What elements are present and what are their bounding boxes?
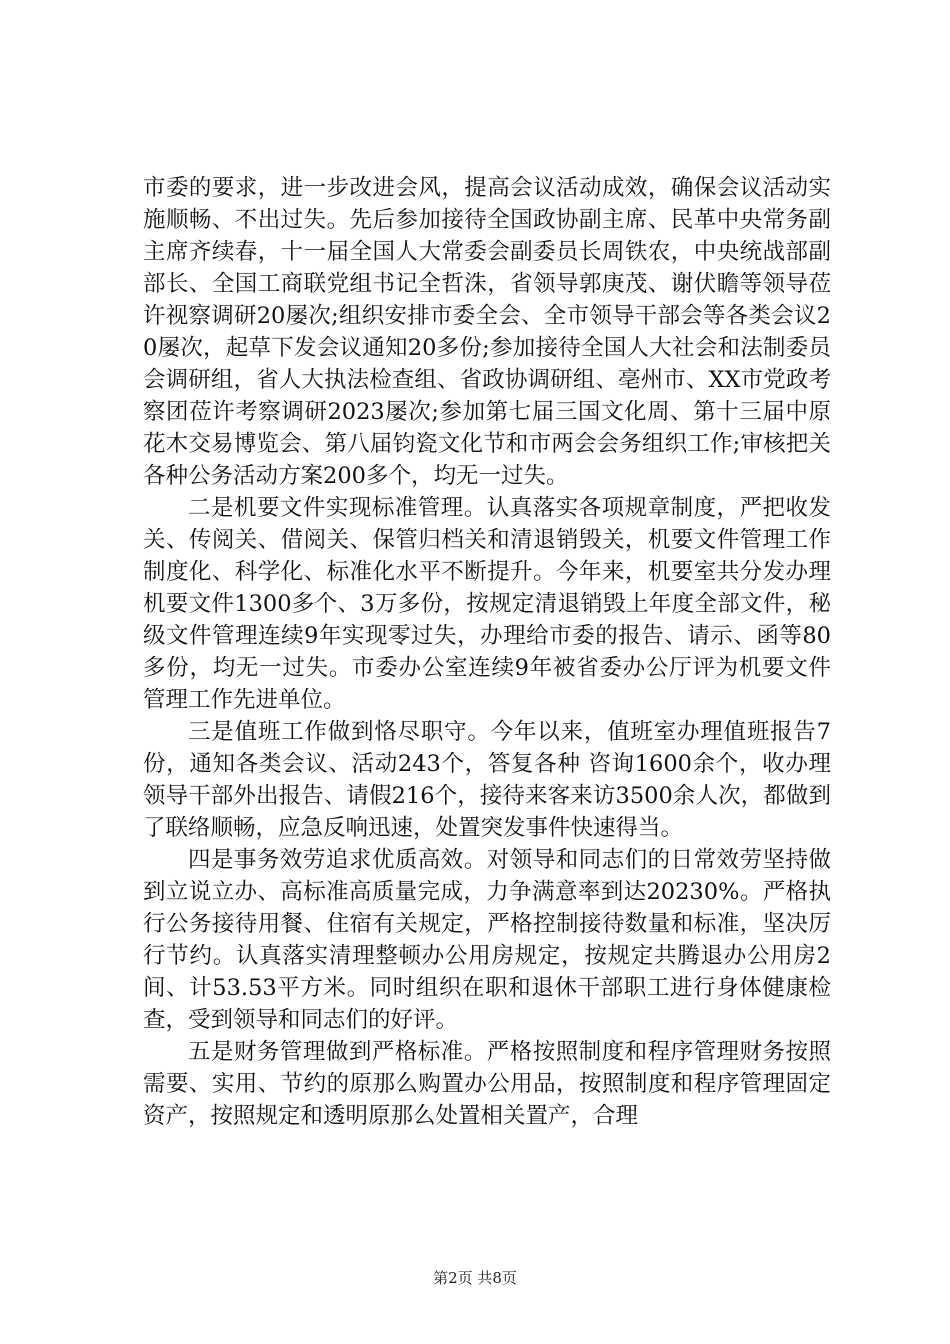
paragraph-service-work: 四是事务效劳追求优质高效。对领导和同志们的日常效劳坚持做到立说立办、高标准高质量完成，力争满意率到达20230%。严格执行公务接待用餐、住宿有关规定，严格控制接待数量和标准，坚决厉行节约。认真落实清理整顿办公用房规定，按规定共腾退办公用房2间、计53.53平方米。同时组织在职和退休干部职工进行身体健康检查，受到领导和同志们的好评。 (143, 847, 831, 1033)
page-footer: 第2页 共8页 (433, 1269, 517, 1287)
paragraph-finance-management: 五是财务管理做到严格标准。严格按照制度和程序管理财务按照需要、实用、节约的原那么购置办公用品，按照制度和程序管理固定资产，按照规定和透明原那么处置相关置产，合理 (143, 1039, 831, 1129)
paragraph-duty-work: 三是值班工作做到恪尽职守。今年以来，值班室办理值班报告7份，通知各类会议、活动243个，答复各种 咨询1600余个，收办理领导干部外出报告、请假216个，接待来客来访3500余人次，都做到了联络顺畅，应急反响迅速，处置突发事件快速得当。 (143, 719, 831, 841)
paragraph-continued: 市委的要求，进一步改进会风，提高会议活动成效，确保会议活动实施顺畅、不出过失。先后参加接待全国政协副主席、民革中央常务副主席齐续春，十一届全国人大常委会副委员长周铁农，中央统战部副部长、全国工商联党组书记全哲洙，省领导郭庚茂、谢伏瞻等领导莅许视察调研20屡次;组织安排市委全会、全市领导干部会等各类会议20屡次，起草下发会议通知20多份;参加接待全国人大社会和法制委员会调研组，省人大执法检查组、省政协调研组、亳州市、XX市党政考察团莅许考察调研2023屡次;参加第七届三国文化周、第十三届中原花木交易博览会、第八届钧瓷文化节和市两会会务组织工作;审核把关各种公务活动方案200多个，均无一过失。 (143, 175, 831, 489)
paragraph-confidential-files: 二是机要文件实现标准管理。认真落实各项规章制度，严把收发关、传阅关、借阅关、保管归档关和清退销毁关，机要文件管理工作制度化、科学化、标准化水平不断提升。今年来，机要室共分发办理机要文件1300多个、3万多份，按规定清退销毁上年度全部文件，秘级文件管理连续9年实现零过失，办理给市委的报告、请示、函等80多份，均无一过失。市委办公室连续9年被省委办公厅评为机要文件管理工作先进单位。 (143, 495, 831, 713)
document-body (143, 172, 831, 1132)
